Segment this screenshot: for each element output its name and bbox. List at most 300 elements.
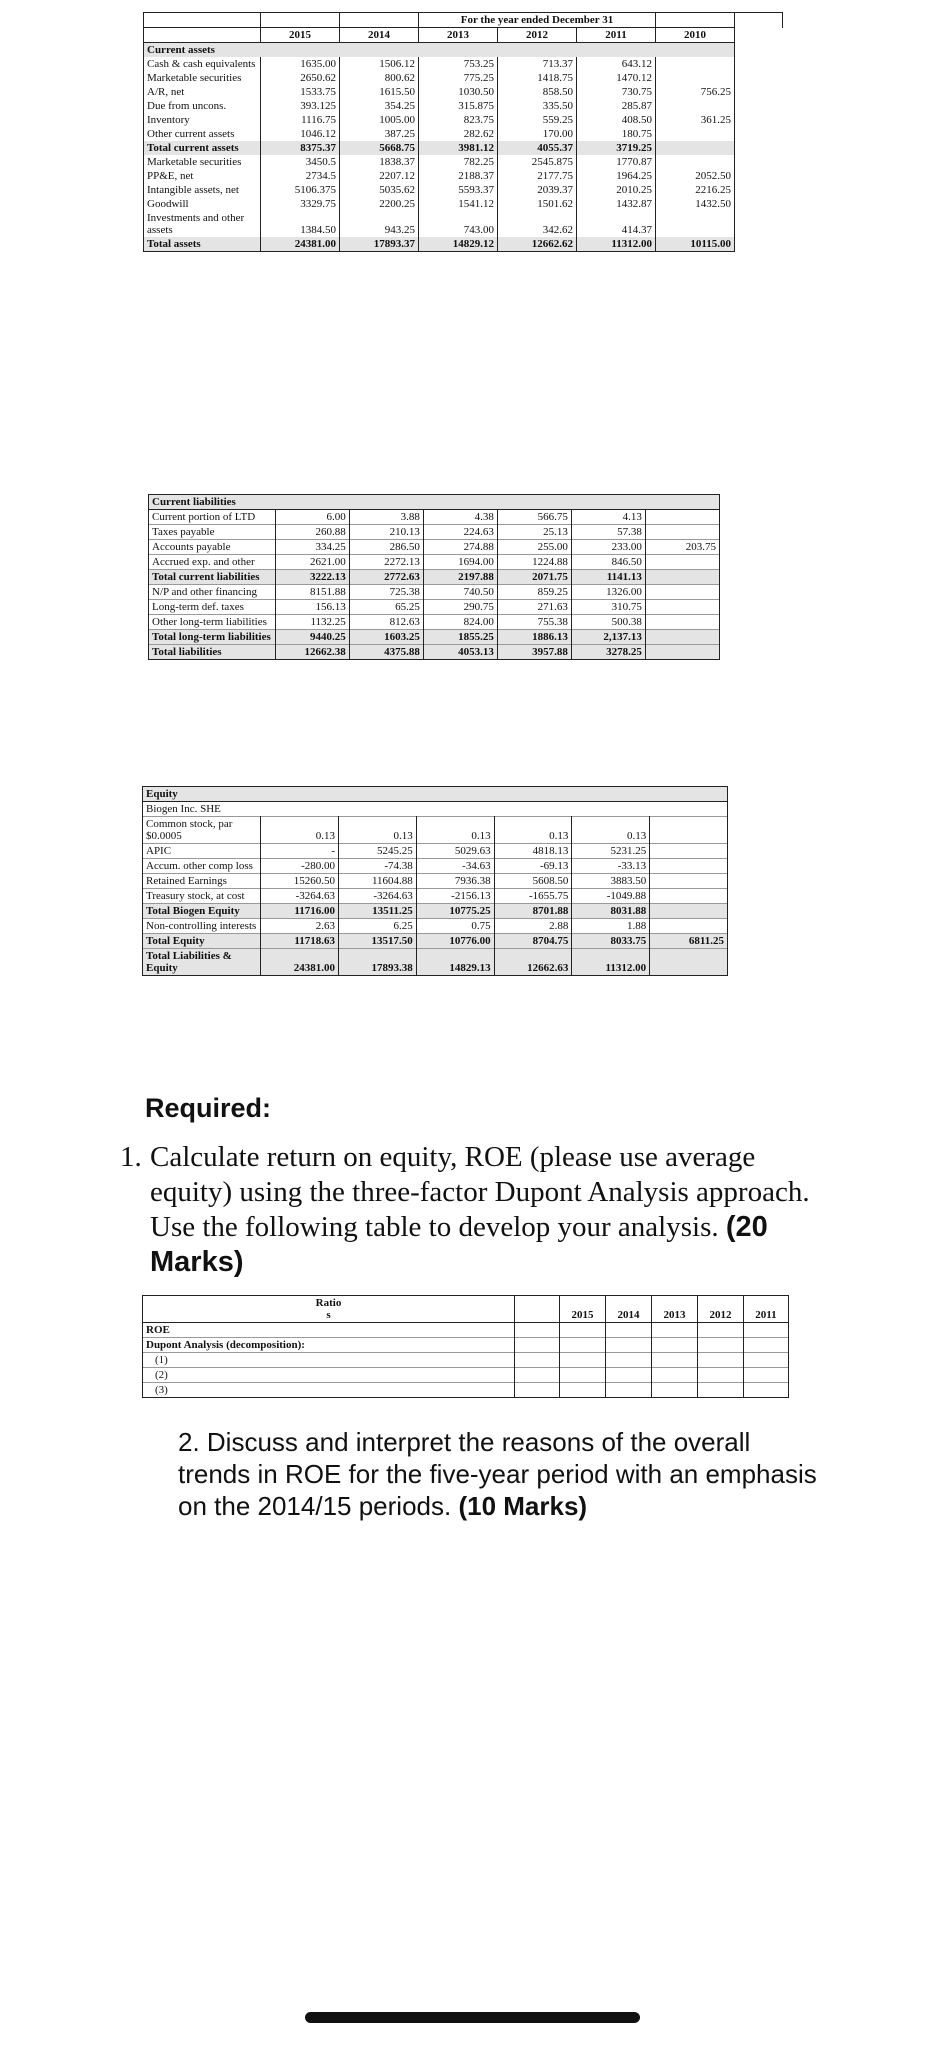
cell-2015: 1116.75 (261, 113, 340, 127)
analysis-input-cell[interactable] (697, 1353, 743, 1368)
cell-2011: 1770.87 (577, 155, 656, 169)
cell-2015: 2650.62 (261, 71, 340, 85)
cell-2011: 11312.00 (572, 949, 650, 976)
cell-2015: -3264.63 (261, 889, 339, 904)
row-other-current-assets (144, 127, 783, 141)
analysis-input-cell[interactable] (560, 1368, 606, 1383)
cell-2012: 859.25 (497, 585, 571, 600)
row-label: Total long-term liabilities (149, 630, 276, 645)
cell-2011: 730.75 (577, 85, 656, 99)
cell-2013: 2188.37 (419, 169, 498, 183)
cell-2012: 342.62 (498, 211, 577, 237)
year-2013: 2013 (419, 28, 498, 43)
cell-2014: 17893.38 (339, 949, 417, 976)
analysis-input-cell[interactable] (515, 1368, 560, 1383)
cell-2012: -1655.75 (494, 889, 572, 904)
cell-2010 (650, 859, 728, 874)
cell-2011: 57.38 (571, 525, 645, 540)
cell-2013: 0.13 (416, 817, 494, 844)
row-label: Accum. other comp loss (143, 859, 261, 874)
cell-2013: 5593.37 (419, 183, 498, 197)
cell-2012: 2177.75 (498, 169, 577, 183)
cell-2013: 315.875 (419, 99, 498, 113)
year-2010: 2010 (656, 28, 735, 43)
cell-2012: 2071.75 (497, 570, 571, 585)
cell-2015: 5106.375 (261, 183, 340, 197)
year-2014: 2014 (340, 28, 419, 43)
analysis-input-cell[interactable] (560, 1353, 606, 1368)
cell-2015: 8375.37 (261, 141, 340, 155)
cell-2012: 170.00 (498, 127, 577, 141)
cell-2015: 1046.12 (261, 127, 340, 141)
cell-2010: 361.25 (656, 113, 735, 127)
row-label: Marketable securities (144, 155, 261, 169)
cell-2011: 1470.12 (577, 71, 656, 85)
cell-2010: 203.75 (645, 540, 719, 555)
liabilities-table (148, 494, 720, 660)
cell-2014: 11604.88 (339, 874, 417, 889)
analysis-input-cell[interactable] (515, 1338, 560, 1353)
cell-2014: 2272.13 (349, 555, 423, 570)
analysis-input-cell[interactable] (743, 1353, 788, 1368)
cell-2013: 753.25 (419, 57, 498, 71)
analysis-input-cell[interactable] (560, 1383, 606, 1398)
analysis-row-roe (143, 1323, 789, 1338)
cell-2013: 10775.25 (416, 904, 494, 919)
analysis-year-2012: 2012 (697, 1296, 743, 1323)
cell-2014: 2772.63 (349, 570, 423, 585)
cell-2015: 3450.5 (261, 155, 340, 169)
cell-2010 (645, 555, 719, 570)
row-label: Total Biogen Equity (143, 904, 261, 919)
cell-2010 (645, 630, 719, 645)
cell-2012: 8701.88 (494, 904, 572, 919)
row-label: Current portion of LTD (149, 510, 276, 525)
cell-2013: 274.88 (423, 540, 497, 555)
cell-2011: 180.75 (577, 127, 656, 141)
analysis-header-row (143, 1296, 789, 1323)
analysis-year-2014: 2014 (605, 1296, 651, 1323)
row-total-liabilities (149, 645, 720, 660)
cell-2015: 15260.50 (261, 874, 339, 889)
cell-2014: 4375.88 (349, 645, 423, 660)
cell-2014: 812.63 (349, 615, 423, 630)
cell-2012: 0.13 (494, 817, 572, 844)
cell-2013: 743.00 (419, 211, 498, 237)
row-marketable-securities (144, 71, 783, 85)
cell-2015: 393.125 (261, 99, 340, 113)
question-1-number: 1. (120, 1141, 142, 1173)
cell-2013: 224.63 (423, 525, 497, 540)
row-label: Total Equity (143, 934, 261, 949)
row-n-p-and-other-financing (149, 585, 720, 600)
cell-2011: -33.13 (572, 859, 650, 874)
row-label: Taxes payable (149, 525, 276, 540)
cell-2010 (656, 141, 735, 155)
cell-2015: 9440.25 (275, 630, 349, 645)
cell-2011: 500.38 (571, 615, 645, 630)
analysis-body (143, 1323, 789, 1398)
cell-2013: 823.75 (419, 113, 498, 127)
cell-2011: 408.50 (577, 113, 656, 127)
current-assets-label: Current assets (144, 43, 735, 58)
cell-2015: 1132.25 (275, 615, 349, 630)
row-label: Total Liabilities & Equity (143, 949, 261, 976)
row-label: Investments and other assets (144, 211, 261, 237)
cell-2010 (645, 570, 719, 585)
cell-2011: 8033.75 (572, 934, 650, 949)
cell-2015: 24381.00 (261, 949, 339, 976)
home-indicator[interactable] (305, 2012, 640, 2023)
cell-2015: -280.00 (261, 859, 339, 874)
analysis-input-cell[interactable] (651, 1383, 697, 1398)
row-label: N/P and other financing (149, 585, 276, 600)
cell-2012: 4055.37 (498, 141, 577, 155)
row-accum-other-comp-loss (143, 859, 728, 874)
analysis-row-2 (143, 1368, 789, 1383)
cell-2012: 12662.63 (494, 949, 572, 976)
liabilities-body (149, 510, 720, 660)
cell-2013: 10776.00 (416, 934, 494, 949)
analysis-input-cell[interactable] (651, 1353, 697, 1368)
cell-2014: 1506.12 (340, 57, 419, 71)
row-treasury-stock-at-cost (143, 889, 728, 904)
row-total-equity (143, 934, 728, 949)
section-row (143, 787, 728, 802)
row-current-portion-of-ltd (149, 510, 720, 525)
cell-2010 (650, 874, 728, 889)
cell-2010 (650, 949, 728, 976)
cell-2013: 775.25 (419, 71, 498, 85)
cell-2015: 24381.00 (261, 237, 340, 252)
analysis-input-cell[interactable] (743, 1338, 788, 1353)
cell-2013: 2197.88 (423, 570, 497, 585)
analysis-row-label: (2) (143, 1368, 515, 1383)
row-label: Goodwill (144, 197, 261, 211)
cell-2011: 11312.00 (577, 237, 656, 252)
analysis-row-label: (1) (143, 1353, 515, 1368)
question-1-marks: (20 Marks) (150, 1211, 768, 1278)
analysis-input-cell[interactable] (560, 1338, 606, 1353)
cell-2010: 2216.25 (656, 183, 735, 197)
row-inventory (144, 113, 783, 127)
analysis-input-cell[interactable] (697, 1323, 743, 1338)
row-label: APIC (143, 844, 261, 859)
row-common-stock-par-0-0005 (143, 817, 728, 844)
cell-2010: 1432.50 (656, 197, 735, 211)
cell-2012: 5608.50 (494, 874, 572, 889)
assets-header-row (144, 13, 783, 28)
cell-2013: 4.38 (423, 510, 497, 525)
cell-2012: 3957.88 (497, 645, 571, 660)
row-accrued-exp-and-other (149, 555, 720, 570)
year-2011: 2011 (577, 28, 656, 43)
equity-table (142, 786, 728, 976)
cell-2014: 65.25 (349, 600, 423, 615)
cell-2013: 14829.12 (419, 237, 498, 252)
analysis-input-cell[interactable] (651, 1323, 697, 1338)
cell-2015: 2.63 (261, 919, 339, 934)
cell-2010 (645, 585, 719, 600)
row-total-current-liabilities (149, 570, 720, 585)
cell-2014: -3264.63 (339, 889, 417, 904)
cell-2015: 1635.00 (261, 57, 340, 71)
row-total-current-assets (144, 141, 783, 155)
cell-2014: 1603.25 (349, 630, 423, 645)
cell-2015: 3329.75 (261, 197, 340, 211)
row-non-controlling-interests (143, 919, 728, 934)
cell-2013: -2156.13 (416, 889, 494, 904)
row-label: PP&E, net (144, 169, 261, 183)
cell-2014: 210.13 (349, 525, 423, 540)
cell-2010 (645, 510, 719, 525)
question-2-text: 2. Discuss and interpret the reasons of the overall trends in ROE for the five-year period with an emphasis on the 2014/15 periods. (178, 1427, 817, 1521)
row-label: Other long-term liabilities (149, 615, 276, 630)
cell-2015: 1384.50 (261, 211, 340, 237)
analysis-input-cell[interactable] (651, 1338, 697, 1353)
cell-2013: 3981.12 (419, 141, 498, 155)
cell-2014: 800.62 (340, 71, 419, 85)
analysis-row-label: (3) (143, 1383, 515, 1398)
cell-2014: 13517.50 (339, 934, 417, 949)
analysis-input-cell[interactable] (697, 1338, 743, 1353)
analysis-input-cell[interactable] (605, 1383, 651, 1398)
analysis-input-cell[interactable] (743, 1368, 788, 1383)
subsection-row (143, 802, 728, 817)
assets-body (144, 57, 783, 252)
row-total-liabilities-equity (143, 949, 728, 976)
cell-2014: -74.38 (339, 859, 417, 874)
row-apic (143, 844, 728, 859)
cell-2010 (656, 99, 735, 113)
cell-2012: 755.38 (497, 615, 571, 630)
cell-2013: 282.62 (419, 127, 498, 141)
cell-2013: 824.00 (423, 615, 497, 630)
row-goodwill (144, 197, 783, 211)
cell-2012: 25.13 (497, 525, 571, 540)
cell-2011: -1049.88 (572, 889, 650, 904)
analysis-input-cell[interactable] (605, 1323, 651, 1338)
cell-2010 (650, 817, 728, 844)
cell-2011: 1432.87 (577, 197, 656, 211)
cell-2010: 756.25 (656, 85, 735, 99)
cell-2013: 1855.25 (423, 630, 497, 645)
cell-2014: 1005.00 (340, 113, 419, 127)
analysis-input-cell[interactable] (743, 1323, 788, 1338)
cell-2014: 17893.37 (340, 237, 419, 252)
cell-2011: 3278.25 (571, 645, 645, 660)
cell-2011: 3719.25 (577, 141, 656, 155)
cell-2015: 334.25 (275, 540, 349, 555)
cell-2015: 6.00 (275, 510, 349, 525)
cell-2010: 10115.00 (656, 237, 735, 252)
analysis-row-label: Dupont Analysis (decomposition): (143, 1338, 515, 1353)
cell-2011: 4.13 (571, 510, 645, 525)
cell-2010 (656, 155, 735, 169)
cell-2015: 1533.75 (261, 85, 340, 99)
cell-2014: 3.88 (349, 510, 423, 525)
cell-2014: 1615.50 (340, 85, 419, 99)
cell-2013: 782.25 (419, 155, 498, 169)
equity-body (143, 817, 728, 976)
cell-2010 (650, 844, 728, 859)
cell-2014: 354.25 (340, 99, 419, 113)
analysis-input-cell[interactable] (560, 1323, 606, 1338)
year-header-row (144, 28, 783, 43)
cell-2011: 1326.00 (571, 585, 645, 600)
analysis-year-2013: 2013 (651, 1296, 697, 1323)
cell-2012: 858.50 (498, 85, 577, 99)
cell-2012: -69.13 (494, 859, 572, 874)
cell-2011: 3883.50 (572, 874, 650, 889)
cell-2011: 233.00 (571, 540, 645, 555)
cell-2012: 12662.62 (498, 237, 577, 252)
cell-2013: 1694.00 (423, 555, 497, 570)
cell-2014: 286.50 (349, 540, 423, 555)
analysis-input-cell[interactable] (515, 1353, 560, 1368)
analysis-row-label: ROE (143, 1323, 515, 1338)
cell-2015: 156.13 (275, 600, 349, 615)
row-label: Due from uncons. (144, 99, 261, 113)
row-label: Cash & cash equivalents (144, 57, 261, 71)
row-total-assets (144, 237, 783, 252)
cell-2013: 5029.63 (416, 844, 494, 859)
cell-2013: 0.75 (416, 919, 494, 934)
cell-2014: 0.13 (339, 817, 417, 844)
row-cash-cash-equivalents (144, 57, 783, 71)
row-a-r-net (144, 85, 783, 99)
section-row (149, 495, 720, 510)
section-row (144, 43, 783, 58)
cell-2014: 5245.25 (339, 844, 417, 859)
cell-2014: 6.25 (339, 919, 417, 934)
row-accounts-payable (149, 540, 720, 555)
cell-2012: 566.75 (497, 510, 571, 525)
analysis-year-2015: 2015 (560, 1296, 606, 1323)
cell-2013: 290.75 (423, 600, 497, 615)
dupont-analysis-table (142, 1295, 789, 1398)
question-2 (178, 1426, 818, 1522)
row-label: Common stock, par $0.0005 (143, 817, 261, 844)
cell-2012: 559.25 (498, 113, 577, 127)
analysis-input-cell[interactable] (515, 1383, 560, 1398)
cell-2011: 414.37 (577, 211, 656, 237)
cell-2012: 8704.75 (494, 934, 572, 949)
analysis-input-cell[interactable] (743, 1383, 788, 1398)
cell-2015: 11716.00 (261, 904, 339, 919)
cell-2010: 2052.50 (656, 169, 735, 183)
row-total-biogen-equity (143, 904, 728, 919)
cell-2010 (645, 600, 719, 615)
cell-2014: 725.38 (349, 585, 423, 600)
cell-2013: 1030.50 (419, 85, 498, 99)
row-label: Accounts payable (149, 540, 276, 555)
analysis-input-cell[interactable] (697, 1368, 743, 1383)
cell-2011: 846.50 (571, 555, 645, 570)
biogen-she-label: Biogen Inc. SHE (143, 802, 728, 817)
analysis-input-cell[interactable] (651, 1368, 697, 1383)
cell-2010 (650, 889, 728, 904)
cell-2015: 3222.13 (275, 570, 349, 585)
cell-2014: 387.25 (340, 127, 419, 141)
cell-2015: 260.88 (275, 525, 349, 540)
row-long-term-def-taxes (149, 600, 720, 615)
row-label: Total assets (144, 237, 261, 252)
row-label: Intangible assets, net (144, 183, 261, 197)
period-title: For the year ended December 31 (419, 13, 656, 28)
row-label: Treasury stock, at cost (143, 889, 261, 904)
cell-2013: 7936.38 (416, 874, 494, 889)
assets-table (143, 12, 783, 252)
analysis-row-3 (143, 1383, 789, 1398)
cell-2010 (656, 71, 735, 85)
row-label: Retained Earnings (143, 874, 261, 889)
cell-2015: 11718.63 (261, 934, 339, 949)
analysis-input-cell[interactable] (515, 1323, 560, 1338)
question-1-text: Calculate return on equity, ROE (please use average equity) using the three-factor Dupont Analysis approach. Use the following table to develop your analysis. (150, 1141, 810, 1243)
cell-2013: 740.50 (423, 585, 497, 600)
cell-2011: 1.88 (572, 919, 650, 934)
cell-2015: - (261, 844, 339, 859)
cell-2015: 2734.5 (261, 169, 340, 183)
row-label: Total liabilities (149, 645, 276, 660)
analysis-input-cell[interactable] (605, 1338, 651, 1353)
row-intangible-assets-net (144, 183, 783, 197)
cell-2012: 2545.875 (498, 155, 577, 169)
row-label: Other current assets (144, 127, 261, 141)
cell-2012: 1224.88 (497, 555, 571, 570)
cell-2014: 1838.37 (340, 155, 419, 169)
cell-2011: 1141.13 (571, 570, 645, 585)
cell-2012: 1418.75 (498, 71, 577, 85)
row-label: Inventory (144, 113, 261, 127)
cell-2010 (645, 645, 719, 660)
cell-2015: 12662.38 (275, 645, 349, 660)
row-total-long-term-liabilities (149, 630, 720, 645)
cell-2011: 0.13 (572, 817, 650, 844)
row-label: Accrued exp. and other (149, 555, 276, 570)
cell-2014: 2207.12 (340, 169, 419, 183)
analysis-input-cell[interactable] (605, 1368, 651, 1383)
analysis-input-cell[interactable] (605, 1353, 651, 1368)
cell-2011: 2,137.13 (571, 630, 645, 645)
row-label: Long-term def. taxes (149, 600, 276, 615)
row-retained-earnings (143, 874, 728, 889)
cell-2011: 310.75 (571, 600, 645, 615)
cell-2011: 285.87 (577, 99, 656, 113)
cell-2010: 6811.25 (650, 934, 728, 949)
analysis-year-2011: 2011 (743, 1296, 788, 1323)
cell-2012: 4818.13 (494, 844, 572, 859)
cell-2010 (650, 904, 728, 919)
cell-2011: 5231.25 (572, 844, 650, 859)
cell-2010 (656, 127, 735, 141)
cell-2012: 335.50 (498, 99, 577, 113)
current-liabilities-label: Current liabilities (149, 495, 720, 510)
cell-2012: 2039.37 (498, 183, 577, 197)
cell-2012: 713.37 (498, 57, 577, 71)
cell-2014: 5668.75 (340, 141, 419, 155)
row-due-from-uncons (144, 99, 783, 113)
cell-2013: -34.63 (416, 859, 494, 874)
row-label: Total current liabilities (149, 570, 276, 585)
cell-2013: 1541.12 (419, 197, 498, 211)
cell-2014: 2200.25 (340, 197, 419, 211)
cell-2015: 0.13 (261, 817, 339, 844)
analysis-input-cell[interactable] (697, 1383, 743, 1398)
cell-2011: 1964.25 (577, 169, 656, 183)
row-label: Non-controlling interests (143, 919, 261, 934)
